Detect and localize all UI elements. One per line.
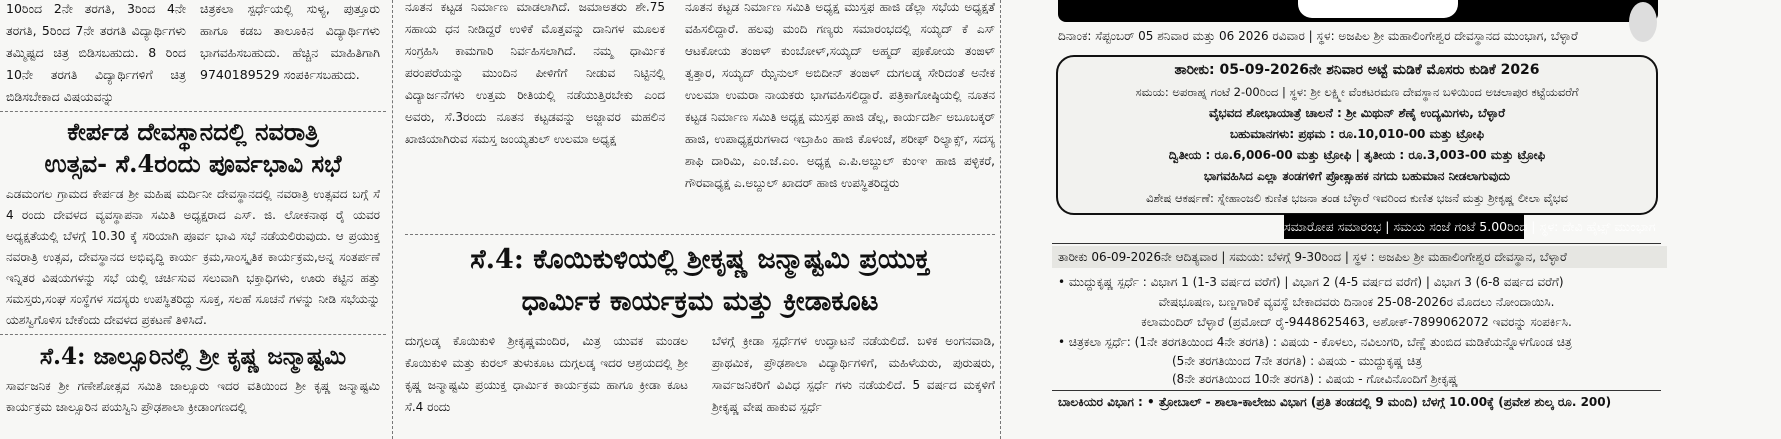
column-left xyxy=(0,0,386,439)
article-body: ನೂತನ ಕಟ್ಟಡ ನಿರ್ಮಾಣ ಮಾಡಲಾಗಿದೆ. ಜಮಾಅತರು ಶೇ.75 ಸಹಾಯ ಧನ ನೀಡಿದ್ದರೆ ಉಳಿಕೆ ಮೊತ್ತವನ್ನು ದಾನಿಗಳ ಮೂಲಕ ಸಂಗ್ರಹಿಸಿ ಕಾಮಗಾರಿ ನಿರ್ವಹಿಸಲಾಗಿದೆ. ನಮ್ಮ ಧಾರ್ಮಿಕ ಪರಂಪರೆಯನ್ನು ಮುಂದಿನ ಪೀಳಿಗೆಗೆ ನೀಡುವ ನಿಟ್ಟಿನಲ್ಲಿ ವಿದ್ಯಾರ್ಜನೆಗಳು ಉತ್ತಮ ರೀತಿಯಲ್ಲಿ ನಡೆಯುತ್ತಿರಬೇಕು ಎಂದ ಅವರು, ಸೆ.3ರಂದು ನೂತನ ಕಟ್ಟಡವನ್ನು ಅಜ್ಜಾವರ ಮಹಲಿನ ಖಾಜಿಯಾಗಿರುವ ಸಮಸ್ತ ಜಂಯ್ಯತುಲ್ ಉಲಮಾ ಅಧ್ಯಕ್ಷ xyxy=(405,0,665,146)
article-body: ದುಗ್ಗಲಡ್ಕ ಕೊಯಿಕುಳಿ ಶ್ರೀಕೃಷ್ಣಮಂದಿರ, ಮಿತ್ರ ಯುವಕ ಮಂಡಲ ಕೊಯಿಕುಳಿ ಮತ್ತು ಕುರಲ್ ತುಳುಕೂಟ ದುಗ್ಗಲಡ್ಕ ಇದರ ಆಶ್ರಯದಲ್ಲಿ ಶ್ರೀ ಕೃಷ್ಣ ಜನ್ಮಾಷ್ಟಮಿ ಪ್ರಯುಕ್ತ ಧಾರ್ಮಿಕ ಕಾರ್ಯಕ್ರಮ ಹಾಗೂ ಕ್ರೀಡಾ ಕೂಟ ಸೆ.4 ರಂದು xyxy=(405,334,688,414)
headline: ಧಾರ್ಮಿಕ ಕಾರ್ಯಕ್ರಮ ಮತ್ತು ಕ್ರೀಡಾಕೂಟ xyxy=(521,286,879,317)
event-advertisement: ದಿನಾಂಕ: ಸೆಪ್ಟಂಬರ್ 05 ಶನಿವಾರ ಮತ್ತು 06 2026 ರವಿವಾರ | ಸ್ಥಳ: ಅಜಪಿಲ ಶ್ರೀ ಮಹಾಲಿಂಗೇಶ್ವರ ದೇವಸ್ಥಾನದ ಮುಂಭಾಗ, ಬೆಳ್ಳಾರೆ ತಾರೀಕು: 05-09-2026ನೇ ಶನಿವಾರ ಅಟ್ಟೆ ಮಡಿಕೆ ಮೊಸರು ಕುಡಿಕೆ 2026 ಸಮಯ: ಅಪರಾಹ್ನ ಗಂಟೆ 2-00ರಿಂದ | ಸ್ಥಳ: ಶ್ರೀ ಲಕ್ಷ್ಮೀ ವೆಂಕಟರಮಣ ದೇವಸ್ಥಾನ ಬಳಿಯಿಂದ ಅಚಲಾಪುರ ಕಟ್ಟೆಯವರೆಗೆ ವೈಭವದ ಶೋಭಾಯಾತ್ರೆ ಚಾಲನೆ : ಶ್ರೀ ಮಿಥುನ್ ಶೆಣೈ ಉದ್ಯಮಿಗಳು, ಬೆಳ್ಳಾರೆ ಬಹುಮಾನಗಳು: ಪ್ರಥಮ : ರೂ.10,010-00 ಮತ್ತು ಟ್ರೋಫಿ ದ್ವಿತೀಯ : ರೂ.6,006-00 ಮತ್ತು ಟ್ರೋಫಿ | ತೃತೀಯ : ರೂ.3,003-00 ಮತ್ತು ಟ್ರೋಫಿ ಭಾಗವಹಿಸಿದ ಎಲ್ಲಾ ತಂಡಗಳಿಗೆ ಪ್ರೋತ್ಸಾಹಕ ನಗದು ಬಹುಮಾನ ನೀಡಲಾಗುವುದು ವಿಶೇಷ ಆಕರ್ಷಣೆ: ಸ್ನೇಹಾಂಜಲಿ ಕುಣಿತ ಭಜನಾ ತಂಡ ಬೆಳ್ಳಾರೆ ಇವರಿಂದ ಕುಣಿತ ಭಜನೆ ಮತ್ತು ಶ್ರೀಕೃಷ್ಣ ಲೀಲಾ ವೈಭವ ಸಮಾರೋಪ ಸಮಾರಂಭ | ಸಮಯ ಸಂಜೆ ಗಂಟೆ 5.00ರಿಂದ | ಸ್ಥಳ: ದೇವಿ ಹೈಟ್ಸ್ ಮುಂಭಾಗ ತಾರೀಕು 06-09-2026ನೇ ಆದಿತ್ಯವಾರ | ಸಮಯ: ಬೆಳಗ್ಗೆ 9-30ರಿಂದ | ಸ್ಥಳ : ಅಜಪಿಲ ಶ್ರೀ ಮಹಾಲಿಂಗೇಶ್ವರ ದೇವಸ್ಥಾನ, ಬೆಳ್ಳಾರೆ • ಮುದ್ದುಕೃಷ್ಣ ಸ್ಪರ್ಧೆ : ವಿಭಾಗ 1 (1-3 ವರ್ಷದ ವರೆಗೆ) | ವಿಭಾಗ 2 (4-5 ವರ್ಷದ ವರೆಗೆ) | ವಿಭಾಗ 3 (6-8 ವರ್ಷದ ವರೆಗೆ) ವೇಷಭೂಷಣ, ಬಣ್ಣಗಾರಿಕೆ ವ್ಯವಸ್ಥೆ ಬೇಕಾದವರು ದಿನಾಂಕ 25-08-2026ರ ಮೊದಲು ನೋಂದಾಯಿಸಿ. ಕಲಾಮಂದಿರ್ ಬೆಳ್ಳಾರೆ (ಪ್ರಮೋದ್ ರೈ-9448625463, ಅಶೋಕ್-7899062072 ಇವರನ್ನು ಸಂಪರ್ಕಿಸಿ. • ಚಿತ್ರಕಲಾ ಸ್ಪರ್ಧೆ: (1ನೇ ತರಗತಿಯಿಂದ 4ನೇ ತರಗತಿ) : ವಿಷಯ - ಕೊಳಲು, ನವಿಲುಗರಿ, ಬೆಣ್ಣೆ ತುಂಬಿದ ಮಡಿಕೆಯನ್ನೊಳಗೊಂಡ ಚಿತ್ರ (5ನೇ ತರಗತಿಯಿಂದ 7ನೇ ತರಗತಿ) : ವಿಷಯ - ಮುದ್ದುಕೃಷ್ಣ ಚಿತ್ರ (8ನೇ ತರಗತಿಯಿಂದ 10ನೇ ತರಗತಿ) : ವಿಷಯ - ಗೋವಿನೊಂದಿಗೆ ಶ್ರೀಕೃಷ್ಣ ಬಾಲಕಿಯರ ವಿಭಾಗ : • ತ್ರೋಬಾಲ್ - ಶಾಲಾ-ಕಾಲೇಜು ವಿಭಾಗ (ಪ್ರತಿ ತಂಡದಲ್ಲಿ 9 ಮಂದಿ) ಬೆಳಗ್ಗೆ 10.00ಕ್ಕೆ (ಪ್ರವೇಶ ಶುಲ್ಕ ರೂ. 200) xyxy=(1052,0,1661,439)
headline: ಸೆ.4: ಜಾಲ್ಸೂರಿನಲ್ಲಿ ಶ್ರೀ ಕೃಷ್ಣ ಜನ್ಮಾಷ್ಟಮಿ xyxy=(39,343,347,370)
day2-line: ತಾರೀಕು 06-09-2026ನೇ ಆದಿತ್ಯವಾರ | ಸಮಯ: ಬೆಳಗ್ಗೆ 9-30ರಿಂದ | ಸ್ಥಳ : ಅಜಪಿಲ ಶ್ರೀ ಮಹಾಲಿಂಗೇಶ್ವರ ದೇವಸ್ಥಾನ, ಬೆಳ್ಳಾರೆ xyxy=(1052,246,1667,268)
article-body: ಸಾರ್ವಜನಿಕ ಶ್ರೀ ಗಣೇಶೋತ್ಸವ ಸಮಿತಿ ಜಾಲ್ಸೂರು ಇದರ ವತಿಯಿಂದ ಶ್ರೀ ಕೃಷ್ಣ ಜನ್ಮಾಷ್ಟಮಿ ಕಾರ್ಯಕ್ರಮ ಜಾಲ್ಸೂರಿನ ಪಯಸ್ವಿನಿ ಪ್ರೌಢಶಾಲಾ ಕ್ರೀಡಾಂಗಣದಲ್ಲಿ xyxy=(6,379,380,414)
ad-date-line: ದಿನಾಂಕ: ಸೆಪ್ಟಂಬರ್ 05 ಶನಿವಾರ ಮತ್ತು 06 2026 ರವಿವಾರ | ಸ್ಥಳ: ಅಜಪಿಲ ಶ್ರೀ ಮಹಾಲಿಂಗೇಶ್ವರ ದೇವಸ್ಥಾನದ ಮುಂಭಾಗ, ಬೆಳ್ಳಾರೆ xyxy=(1058,29,1578,43)
article-body: ನೂತನ ಕಟ್ಟಡ ನಿರ್ಮಾಣ ಸಮಿತಿ ಅಧ್ಯಕ್ಷ ಮುಸ್ತಫ ಹಾಜಿ ಡೆಲ್ಲಾ ಸಭೆಯ ಅಧ್ಯಕ್ಷತೆ ವಹಿಸಲಿದ್ದಾರೆ. ಹಲವು ಮಂದಿ ಗಣ್ಯರು ಸಮಾರಂಭದಲ್ಲಿ ಸಯ್ಯದ್ ಕೆ ಎಸ್ ಆಟಕೋಯ ತಂಙಳ್ ಕುಂಬೋಳ್,ಸಯ್ಯದ್ ಅಹ್ಮದ್ ಪೂಕೋಯ ತಂಙಳ್ ತ್ವತ್ತಾರ, ಸಯ್ಯದ್ ಝೈನುಲ್ ಅಬಿದೀನ್ ತಂಙಳ್ ದುಗಲಡ್ಕ ಸೇರಿದಂತೆ ಅನೇಕ ಉಲಮಾ ಉಮರಾ ನಾಯಕರು ಭಾಗವಹಿಸಲಿದ್ದಾರೆ. ಪತ್ರಿಕಾಗೋಷ್ಠಿಯಲ್ಲಿ ನೂತನ ಕಟ್ಟಡ ನಿರ್ಮಾಣ ಸಮಿತಿ ಅಧ್ಯಕ್ಷ ಮುಸ್ತಫ ಹಾಜಿ ಡೆಲ್ಲ, ಕಾರ್ಯದರ್ಶಿ ಅಬೂಬಕ್ಕರ್ ಹಾಜಿ, ಉಪಾಧ್ಯಕ್ಷರುಗಳಾದ ಇಬ್ರಾಹಿಂ ಹಾಜಿ ಕೊಳಂಜೆ, ಶರೀಫ್ ರಿಲ್ಯಾಕ್ಸ್, ಸದಸ್ಯ ಶಾಫಿ ದಾರಿಮಿ, ಎಂ.ಜೆ.ಎಂ. ಅಧ್ಯಕ್ಷ ಎ.ಪಿ.ಅಬ್ದುಲ್ ಕುಂಞ ಹಾಜಿ ಪಳ್ಳಿಕರೆ, ಗೌರವಾಧ್ಯಕ್ಷ ಎ.ಅಬ್ದುಲ್ ಖಾದರ್ ಹಾಜಿ ಉಪಸ್ಥಿತರಿದ್ದರು xyxy=(685,0,995,190)
headline: ಉತ್ಸವ- ಸೆ.4ರಂದು ಪೂರ್ವಭಾವಿ ಸಭೆ xyxy=(44,149,342,178)
article-body: ಬೆಳಗ್ಗೆ ಕ್ರೀಡಾ ಸ್ಪರ್ಧೆಗಳ ಉದ್ಘಾಟನೆ ನಡೆಯಲಿದೆ. ಬಳಿಕ ಅಂಗನವಾಡಿ, ಪ್ರಾಥಮಿಕ, ಪ್ರೌಢಶಾಲಾ ವಿದ್ಯಾರ್ಥಿಗಳಿಗೆ, ಮಹಿಳೆಯರು, ಪುರುಷರು, ಸಾರ್ವಜನಿಕರಿಗೆ ವಿವಿಧ ಸ್ಪರ್ಧೆ ಗಳು ನಡೆಯಲಿದೆ. 5 ವರ್ಷದ ಮಕ್ಕಳಿಗೆ ಶ್ರೀಕೃಷ್ಣ ವೇಷ ಹಾಕುವ ಸ್ಪರ್ಧೆ xyxy=(712,334,995,414)
column-divider xyxy=(1000,0,1001,439)
article-snippet: 10ರಿಂದ 2ನೇ ತರಗತಿ, 3ರಿಂದ 4ನೇ ತರಗತಿ, 5ರಿಂದ 7ನೇ ತರಗತಿ ವಿದ್ಯಾರ್ಥಿಗಳು ತಮ್ಮಿಷ್ಟದ ಚಿತ್ರ ಬಿಡಿಸಬಹುದು. 8 ರಿಂದ 10ನೇ ತರಗತಿ ವಿದ್ಯಾರ್ಥಿಗಳಿಗೆ ಚಿತ್ರ ಬಿಡಿಸಬೇಕಾದ ವಿಷಯವನ್ನು xyxy=(6,1,186,104)
column-middle xyxy=(405,0,995,439)
headline: ಸೆ.4: ಕೊಯಿಕುಳಿಯಲ್ಲಿ ಶ್ರೀಕೃಷ್ಣ ಜನ್ಮಾಷ್ಟಮಿ ಪ್ರಯುಕ್ತ xyxy=(470,244,930,275)
box-title: ತಾರೀಕು: 05-09-2026ನೇ ಶನಿವಾರ ಅಟ್ಟೆ ಮಡಿಕೆ ಮೊಸರು ಕುಡಿಕೆ 2026 xyxy=(1174,62,1540,78)
article-body: ಎಡಮಂಗಲ ಗ್ರಾಮದ ಕೇರ್ಪಡ ಶ್ರೀ ಮಹಿಷ ಮರ್ದಿನೀ ದೇವಸ್ಥಾನದಲ್ಲಿ ನವರಾತ್ರಿ ಉತ್ಸವದ ಬಗ್ಗೆ ಸೆ 4 ರಂದು ದೇವಳದ ವ್ಯವಸ್ಥಾಪನಾ ಸಮಿತಿ ಅಧ್ಯಕ್ಷರಾದ ಎಸ್. ಜಿ. ಲೋಕನಾಥ ರೈ ಯವರ ಅಧ್ಯಕ್ಷತೆಯಲ್ಲಿ ಬೆಳಗ್ಗೆ 10.30 ಕ್ಕೆ ಸರಿಯಾಗಿ ಪೂರ್ವ ಭಾವಿ ಸಭೆ ನಡೆಯಲಿರುವುದು. ಆ ಪ್ರಯುಕ್ತ ನವರಾತ್ರಿ ಉತ್ಸವ, ದೇವಸ್ಥಾನದ ಅಭಿವೃದ್ಧಿ ಕಾರ್ಯ ಕ್ರಮ,ಸಾಂಸ್ಕೃತಿಕ ಕಾರ್ಯಕ್ರಮ,ಅನ್ನ ಸಂತರ್ಪಣೆ ಇನ್ನಿತರ ವಿಷಯಗಳನ್ನು ಸಭೆ ಯಲ್ಲಿ ಚರ್ಚಿಸುವ ಸಲುವಾಗಿ ಭಕ್ತಾಧಿಗಳು, ಊರು ಕಟ್ಟಿನ ಹತ್ತು ಸಮಸ್ತರು,ಸಂಘ ಸಂಸ್ಥೆಗಳ ಸದಸ್ಯರು ಉಪಸ್ಥಿತರಿದ್ದು ಸೂಕ್ತ, ಸಲಹೆ ಸೂಚನೆ ಗಳನ್ನು ನೀಡಿ ಸಭೆಯನ್ನು ಯಶಸ್ವಿಗೊಳಿಸ ಬೇಕೆಂದು ದೇವಳದ ಪ್ರಕಟಣೆ ತಿಳಿಸಿದೆ. xyxy=(6,187,380,327)
headline: ಕೇರ್ಪಡ ದೇವಸ್ಥಾನದಲ್ಲಿ ನವರಾತ್ರಿ xyxy=(67,117,319,146)
article-snippet: ಚಿತ್ರಕಲಾ ಸ್ಪರ್ಧೆಯಲ್ಲಿ ಸುಳ್ಯ, ಪುತ್ತೂರು ಹಾಗೂ ಕಡಬ ತಾಲೂಕಿನ ವಿದ್ಯಾರ್ಥಿಗಳು ಭಾಗವಹಿಸಬಹುದು. ಹೆಚ್ಚಿನ ಮಾಹಿತಿಗಾಗಿ 9740189529 ಸಂಪರ್ಕಿಸಬಹುದು. xyxy=(200,1,380,82)
column-divider xyxy=(392,0,393,439)
ad-main-box: ತಾರೀಕು: 05-09-2026ನೇ ಶನಿವಾರ ಅಟ್ಟೆ ಮಡಿಕೆ ಮೊಸರು ಕುಡಿಕೆ 2026 ಸಮಯ: ಅಪರಾಹ್ನ ಗಂಟೆ 2-00ರಿಂದ | ಸ್ಥಳ: ಶ್ರೀ ಲಕ್ಷ್ಮೀ ವೆಂಕಟರಮಣ ದೇವಸ್ಥಾನ ಬಳಿಯಿಂದ ಅಚಲಾಪುರ ಕಟ್ಟೆಯವರೆಗೆ ವೈಭವದ ಶೋಭಾಯಾತ್ರೆ ಚಾಲನೆ : ಶ್ರೀ ಮಿಥುನ್ ಶೆಣೈ ಉದ್ಯಮಿಗಳು, ಬೆಳ್ಳಾರೆ ಬಹುಮಾನಗಳು: ಪ್ರಥಮ : ರೂ.10,010-00 ಮತ್ತು ಟ್ರೋಫಿ ದ್ವಿತೀಯ : ರೂ.6,006-00 ಮತ್ತು ಟ್ರೋಫಿ | ತೃತೀಯ : ರೂ.3,003-00 ಮತ್ತು ಟ್ರೋಫಿ ಭಾಗವಹಿಸಿದ ಎಲ್ಲಾ ತಂಡಗಳಿಗೆ ಪ್ರೋತ್ಸಾಹಕ ನಗದು ಬಹುಮಾನ ನೀಡಲಾಗುವುದು ವಿಶೇಷ ಆಕರ್ಷಣೆ: ಸ್ನೇಹಾಂಜಲಿ ಕುಣಿತ ಭಜನಾ ತಂಡ ಬೆಳ್ಳಾರೆ ಇವರಿಂದ ಕುಣಿತ ಭಜನೆ ಮತ್ತು ಶ್ರೀಕೃಷ್ಣ ಲೀಲಾ ವೈಭವ xyxy=(1056,55,1658,215)
ad-banner xyxy=(1058,0,1658,22)
closing-ceremony-bar: ಸಮಾರೋಪ ಸಮಾರಂಭ | ಸಮಯ ಸಂಜೆ ಗಂಟೆ 5.00ರಿಂದ | ಸ್ಥಳ: ದೇವಿ ಹೈಟ್ಸ್ ಮುಂಭಾಗ xyxy=(1284,214,1524,239)
